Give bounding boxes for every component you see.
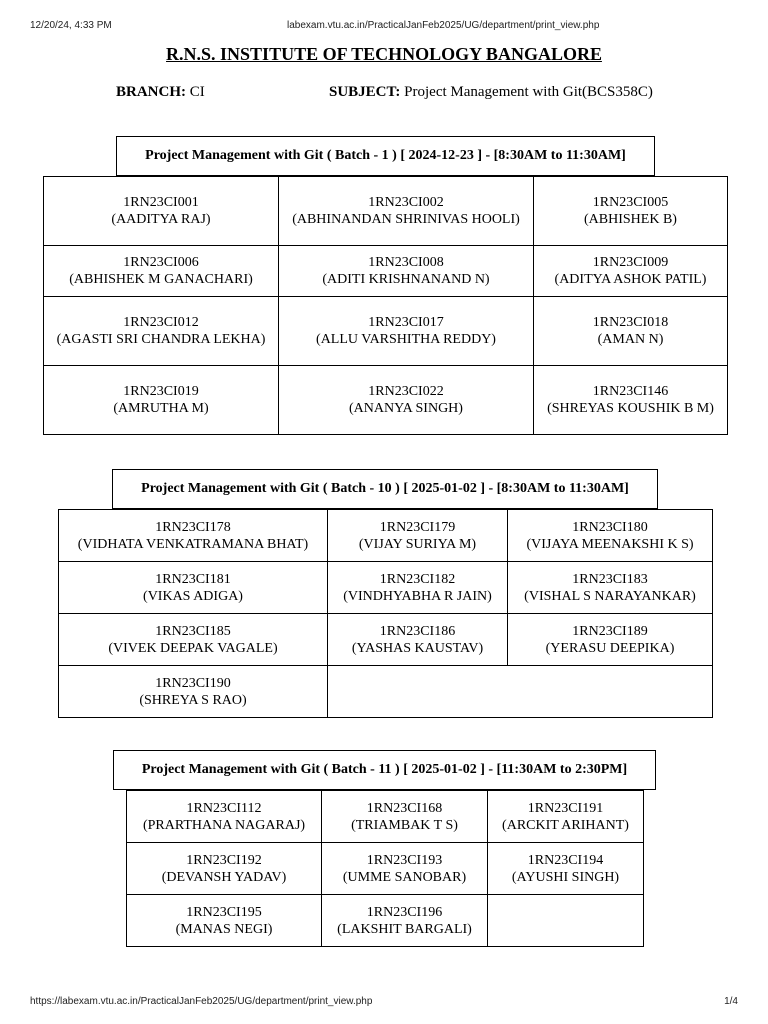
page-number: 1/4 — [724, 996, 738, 1007]
student-name: (ADITYA ASHOK PATIL) — [554, 272, 707, 287]
student-cell — [279, 297, 534, 366]
student-name: (VISHAL S NARAYANKAR) — [524, 588, 696, 604]
student-name: (AGASTI SRI CHANDRA LEKHA) — [56, 332, 266, 347]
student-name: (VIVEK DEEPAK VAGALE) — [108, 640, 278, 656]
student-name: (ABHISHEK M GANACHARI) — [69, 272, 253, 287]
subject-label: SUBJECT: — [329, 84, 401, 100]
table-row — [127, 843, 644, 895]
student-name: (AADITYA RAJ) — [111, 212, 211, 227]
student-usn: 1RN23CI019 — [123, 384, 199, 399]
student-name: (SHREYA S RAO) — [139, 692, 247, 708]
table-row — [59, 562, 713, 614]
student-name: (VIJAY SURIYA M) — [358, 536, 477, 552]
student-cell — [44, 246, 279, 297]
student-cell — [534, 246, 728, 297]
student-cell — [44, 297, 279, 366]
table-row — [44, 246, 728, 297]
student-cell — [59, 562, 328, 614]
student-cell — [44, 366, 279, 435]
subject-line — [329, 84, 653, 101]
student-cell — [508, 510, 713, 562]
student-usn: 1RN23CI012 — [123, 315, 199, 330]
student-usn: 1RN23CI005 — [592, 195, 669, 210]
student-cell — [508, 562, 713, 614]
student-cell — [127, 791, 322, 843]
table-row — [44, 366, 728, 435]
student-name: (ADITI KRISHNANAND N) — [322, 272, 490, 287]
student-cell — [328, 614, 508, 666]
student-usn: 1RN23CI192 — [186, 852, 262, 868]
print-date: 12/20/24, 4:33 PM — [30, 20, 112, 31]
student-name: (DEVANSH YADAV) — [161, 869, 287, 885]
student-usn: 1RN23CI006 — [123, 255, 199, 270]
page-title: R.N.S. INSTITUTE OF TECHNOLOGY BANGALORE — [166, 44, 602, 64]
subject-value: Project Management with Git(BCS358C) — [404, 84, 653, 100]
student-usn: 1RN23CI008 — [368, 255, 444, 270]
student-cell — [534, 297, 728, 366]
student-cell — [322, 791, 488, 843]
student-cell — [44, 177, 279, 246]
batch-heading: Project Management with Git ( Batch - 10 ) [ 2025-01-02 ] - [8:30AM to 11:30AM] — [112, 469, 658, 509]
student-usn: 1RN23CI001 — [123, 195, 199, 210]
student-usn: 1RN23CI017 — [368, 315, 444, 330]
table-row — [127, 895, 644, 947]
student-usn: 1RN23CI112 — [186, 800, 262, 816]
student-usn: 1RN23CI180 — [572, 519, 648, 535]
student-name: (SHREYAS KOUSHIK B M) — [547, 401, 714, 416]
student-name: (PRARTHANA NAGARAJ) — [142, 817, 306, 833]
print-url-header: labexam.vtu.ac.in/PracticalJanFeb2025/UG/department/print_view.php — [287, 20, 600, 31]
batch-student-table — [58, 509, 713, 718]
table-row — [44, 177, 728, 246]
student-name: (ANANYA SINGH) — [349, 401, 463, 416]
student-cell — [534, 177, 728, 246]
student-cell — [127, 895, 322, 947]
student-name: (UMME SANOBAR) — [342, 869, 467, 885]
student-cell — [59, 666, 328, 718]
student-cell — [279, 246, 534, 297]
student-name: (AMRUTHA M) — [113, 401, 209, 416]
student-name: (VINDHYABHA R JAIN) — [343, 588, 492, 604]
student-usn: 1RN23CI190 — [155, 675, 231, 691]
batch-student-table — [126, 790, 644, 947]
table-row — [127, 791, 644, 843]
student-cell — [488, 843, 644, 895]
print-url-footer: https://labexam.vtu.ac.in/PracticalJanFeb2025/UG/department/print_view.php — [30, 996, 373, 1007]
student-name: (LAKSHIT BARGALI) — [337, 921, 472, 937]
student-cell — [328, 562, 508, 614]
batch-heading: Project Management with Git ( Batch - 11 ) [ 2025-01-02 ] - [11:30AM to 2:30PM] — [113, 750, 656, 790]
branch-label: BRANCH: — [116, 84, 186, 100]
student-cell — [59, 614, 328, 666]
student-usn: 1RN23CI195 — [186, 904, 262, 920]
student-name: (AYUSHI SINGH) — [511, 869, 620, 885]
student-name: (MANAS NEGI) — [175, 921, 273, 937]
table-row — [44, 297, 728, 366]
student-name: (ABHISHEK B) — [584, 212, 677, 227]
student-usn: 1RN23CI193 — [366, 852, 443, 868]
student-cell — [488, 791, 644, 843]
student-name: (TRIAMBAK T S) — [351, 817, 458, 833]
student-cell — [279, 177, 534, 246]
table-row — [59, 510, 713, 562]
student-usn: 1RN23CI196 — [366, 904, 443, 920]
student-cell — [322, 895, 488, 947]
student-usn: 1RN23CI022 — [368, 384, 444, 399]
student-cell — [508, 614, 713, 666]
student-usn: 1RN23CI191 — [527, 800, 604, 816]
student-name: (YERASU DEEPIKA) — [545, 640, 675, 656]
student-name: (VIJAYA MEENAKSHI K S) — [526, 536, 694, 552]
student-name: (ALLU VARSHITHA REDDY) — [316, 332, 496, 347]
table-row — [59, 614, 713, 666]
student-usn: 1RN23CI168 — [366, 800, 443, 816]
student-usn: 1RN23CI178 — [155, 519, 231, 535]
student-usn: 1RN23CI018 — [592, 315, 669, 330]
student-cell — [328, 510, 508, 562]
student-name: (AMAN N) — [597, 332, 664, 347]
student-cell — [59, 510, 328, 562]
empty-cell — [488, 895, 644, 947]
branch-value: CI — [189, 84, 205, 100]
batch-student-table — [43, 176, 728, 435]
student-usn: 1RN23CI181 — [155, 571, 231, 587]
student-cell — [534, 366, 728, 435]
student-usn: 1RN23CI182 — [379, 571, 456, 587]
table-row — [59, 666, 713, 718]
branch-line — [116, 84, 205, 101]
student-name: (VIKAS ADIGA) — [143, 588, 243, 604]
student-name: (ABHINANDAN SHRINIVAS HOOLI) — [292, 212, 520, 227]
student-usn: 1RN23CI189 — [572, 623, 648, 639]
empty-cell — [328, 666, 713, 718]
student-usn: 1RN23CI146 — [592, 384, 669, 399]
student-usn: 1RN23CI002 — [368, 195, 444, 210]
student-usn: 1RN23CI194 — [527, 852, 604, 868]
student-usn: 1RN23CI183 — [572, 571, 648, 587]
batch-heading: Project Management with Git ( Batch - 1 ) [ 2024-12-23 ] - [8:30AM to 11:30AM] — [116, 136, 655, 176]
student-cell — [322, 843, 488, 895]
student-name: (YASHAS KAUSTAV) — [351, 640, 484, 656]
student-usn: 1RN23CI179 — [379, 519, 456, 535]
student-usn: 1RN23CI186 — [379, 623, 456, 639]
student-cell — [279, 366, 534, 435]
student-usn: 1RN23CI185 — [155, 623, 231, 639]
student-cell — [127, 843, 322, 895]
student-usn: 1RN23CI009 — [592, 255, 669, 270]
student-name: (VIDHATA VENKATRAMANA BHAT) — [77, 536, 309, 552]
student-name: (ARCKIT ARIHANT) — [502, 817, 629, 833]
